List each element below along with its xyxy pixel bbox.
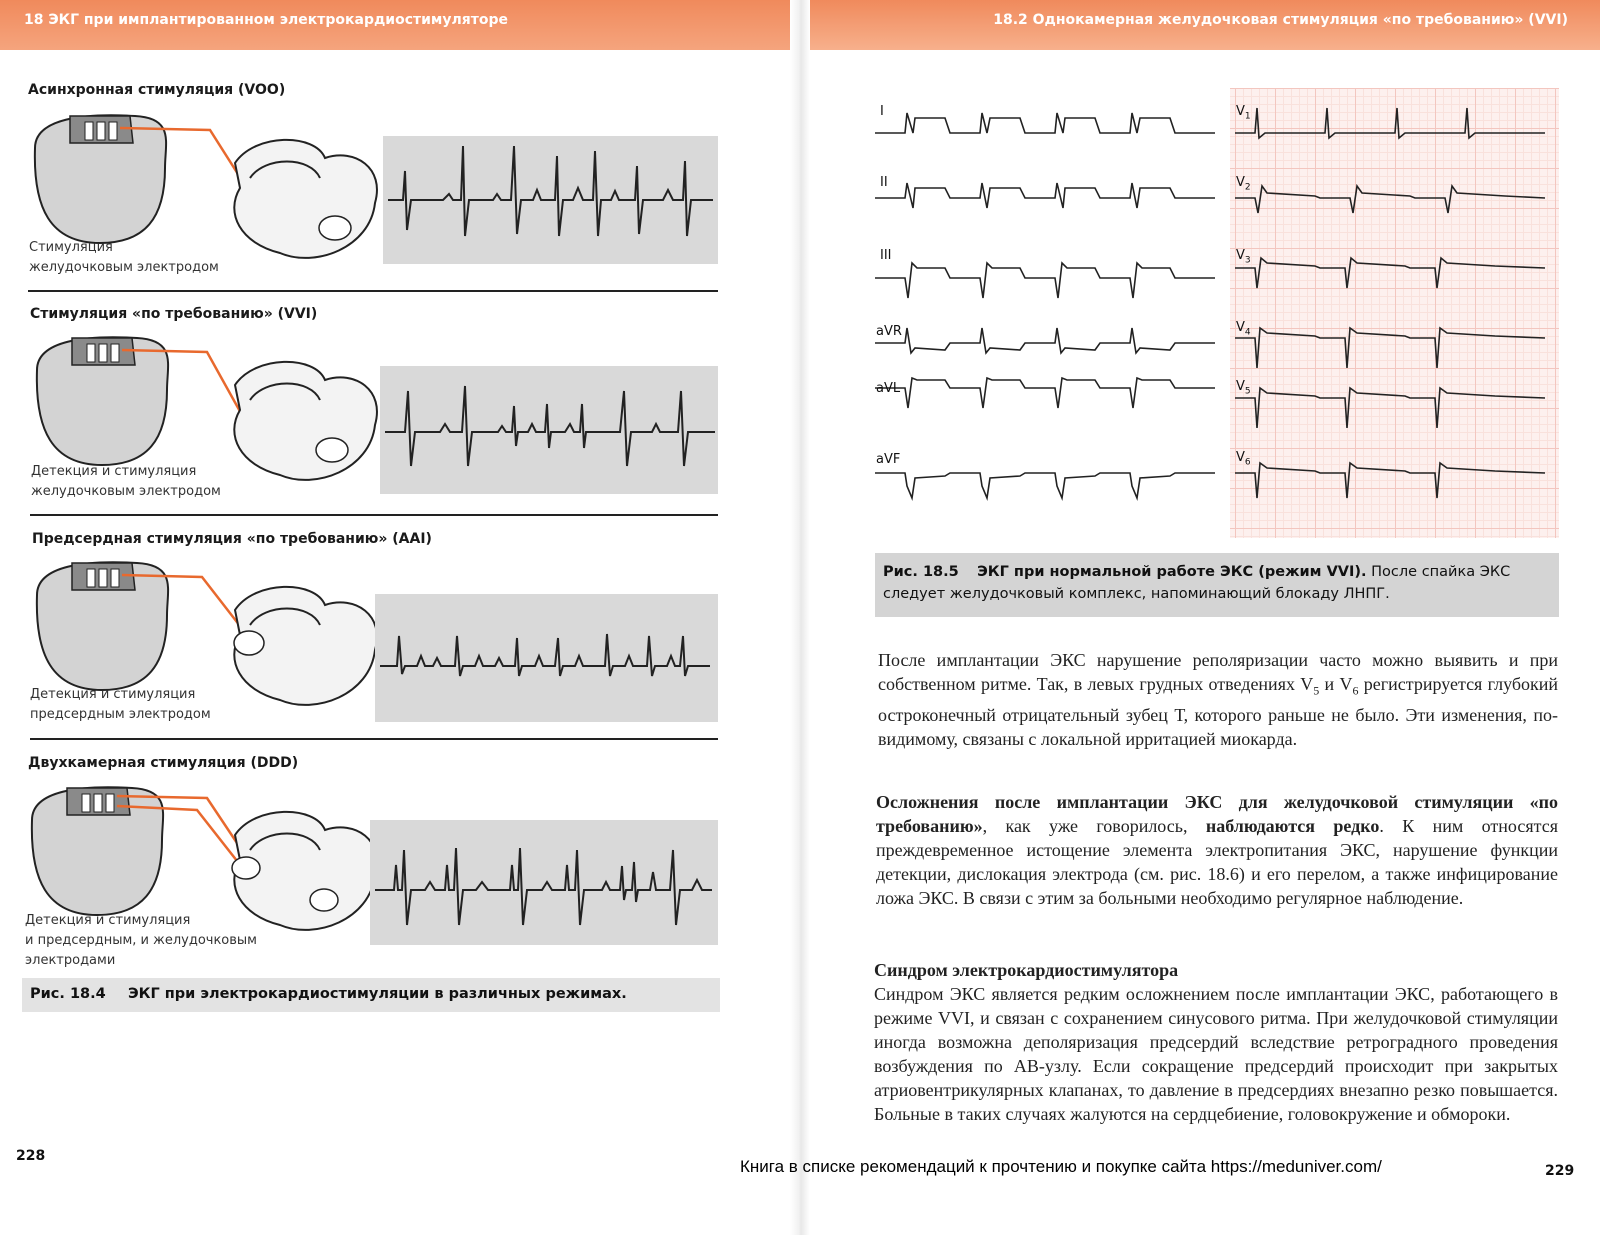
lead-label-v6	[1236, 450, 1251, 468]
ecg-trace-vvi	[380, 366, 718, 494]
section-desc-aai	[30, 685, 211, 725]
fig-rest: После спайка ЭКС следует желудочковый комплекс, напоминающий блокаду ЛНПГ.	[883, 564, 1511, 602]
section-title-ddd: Двухкамерная стимуляция (DDD)	[28, 755, 299, 771]
section-desc-voo	[29, 238, 219, 278]
lead-sub: 2	[1244, 182, 1251, 193]
page-number-left: 228	[16, 1148, 46, 1164]
book-spine	[790, 0, 810, 1235]
left-header-text: 18 ЭКГ при имплантированном электрокардиостимуляторе	[24, 12, 508, 28]
section-desc-ddd	[25, 911, 257, 971]
section-desc-vvi	[31, 462, 221, 502]
desc-line: Детекция и стимуляция	[31, 464, 197, 479]
paragraph-pacemaker-syndrome: Синдром ЭКС является редким осложнением после имплантации ЭКС, работающего в режиме VVI, и связан с сохранением синусового ритма. При желудочковой стимуляции иногда возможна деполяризация предсердий вследствие ретроградного проведения возбуждения по АВ-узлу. Если сокращение предсердий происходит при закрытых атриовентрикулярных клапанах, то давление в предсердиях внезапно резко повышается. Больные в таких случаях жалуются на сердцебиение, головокружение и обмороки.	[874, 984, 1558, 1124]
ecg-trace-ddd	[370, 820, 718, 945]
lead-sub: 1	[1244, 111, 1251, 122]
ecg-trace-voo	[383, 136, 718, 264]
lead-base: V	[1236, 320, 1245, 335]
para2-rest: . К ним относятся преждевременное истощение элемента электропитания ЭКС, нарушение функции детекции, дислокация электрода (см. рис. 18.6) и его перелом, а также инфицирование ложа ЭКС. В связи с этим за больными необходимо регулярное наблюдение.	[876, 816, 1558, 908]
ecg-strip-voo	[383, 136, 718, 264]
ecg-strip-vvi	[380, 366, 718, 494]
para1-sub1: 5	[1313, 683, 1320, 698]
desc-line: Детекция и стимуляция	[25, 913, 191, 928]
right-header-text: 18.2 Однокамерная желудочковая стимуляция «по требованию» (VVI)	[993, 12, 1568, 28]
lead-base: V	[1236, 450, 1245, 465]
paragraph-complications	[876, 790, 1558, 910]
lead-sub: 6	[1244, 457, 1251, 468]
section-divider	[28, 290, 718, 292]
desc-line: предсердным электродом	[30, 707, 211, 722]
footer-note: Книга в списке рекомендаций к прочтению и покупке сайта https://meduniver.com/	[740, 1157, 1382, 1176]
desc-line: желудочковым электродом	[31, 484, 221, 499]
desc-line: желудочковым электродом	[29, 260, 219, 275]
figure-caption-text: ЭКГ при электрокардиостимуляции в различных режимах.	[128, 986, 627, 1002]
lead-label-avl: aVL	[876, 381, 901, 396]
desc-line: Детекция и стимуляция	[30, 687, 196, 702]
desc-line: и предсердным, и желудочковым	[25, 933, 257, 948]
desc-line: Стимуляция	[29, 240, 113, 255]
para1-sub2: 6	[1352, 683, 1359, 698]
paragraph-repolarization	[878, 648, 1558, 751]
page-number-right: 229	[1545, 1163, 1575, 1179]
lead-base: V	[1236, 248, 1245, 263]
para1-a: После имплантации ЭКС нарушение реполяризации часто можно выявить и при собственном ритме. Так, в левых грудных отведениях V	[878, 650, 1558, 694]
fig-label: Рис. 18.5	[883, 564, 959, 580]
ecg-strip-aai	[375, 594, 718, 722]
figure-caption-label: Рис. 18.4	[30, 986, 106, 1002]
lead-label-v4	[1236, 320, 1251, 338]
section-title-aai: Предсердная стимуляция «по требованию» (AAI)	[32, 531, 432, 547]
left-page-header	[0, 0, 795, 50]
para2-bold2: наблюдаются редко	[1205, 816, 1380, 836]
ecg-12-lead-traces	[875, 88, 1559, 538]
lead-sub: 4	[1244, 327, 1251, 338]
lead-base: V	[1236, 104, 1245, 119]
lead-base: V	[1236, 379, 1245, 394]
para1-b: и V	[1319, 674, 1353, 694]
lead-label-iii: III	[880, 248, 892, 263]
ecg-trace-aai	[375, 594, 718, 722]
figure-caption-18-5	[883, 561, 1553, 605]
section-divider	[30, 514, 718, 516]
lead-sub: 5	[1244, 386, 1251, 397]
lead-label-v5	[1236, 379, 1251, 397]
para1-c: регистрируется глубокий остроконечный отрицательный зубец Т, которого раньше не было. Эти изменения, по-видимому, связаны с локальной ирритацией миокарда.	[878, 674, 1558, 749]
right-page-header	[795, 0, 1600, 50]
ecg-strip-ddd	[370, 820, 718, 945]
lead-label-avr: aVR	[876, 324, 902, 339]
lead-label-v3	[1236, 248, 1251, 266]
lead-sub: 3	[1244, 255, 1251, 266]
para2-mid1: , как уже говорилось,	[982, 816, 1206, 836]
para2-bold1: Осложнения после имплантации ЭКС для желудочковой стимуляции «по требованию»	[876, 792, 1558, 836]
lead-label-v1	[1236, 104, 1251, 122]
lead-base: V	[1236, 175, 1245, 190]
desc-line: электродами	[25, 953, 116, 968]
fig-title: ЭКГ при нормальной работе ЭКС (режим VVI).	[977, 564, 1367, 580]
lead-label-ii: II	[880, 175, 888, 190]
section-title-vvi: Стимуляция «по требованию» (VVI)	[30, 306, 318, 322]
lead-label-i: I	[880, 104, 884, 119]
section-title-voo: Асинхронная стимуляция (VOO)	[28, 82, 286, 98]
heading-pacemaker-syndrome: Синдром электрокардиостимулятора	[874, 960, 1179, 980]
section-divider	[30, 738, 718, 740]
lead-label-avf: aVF	[876, 452, 901, 467]
lead-label-v2	[1236, 175, 1251, 193]
